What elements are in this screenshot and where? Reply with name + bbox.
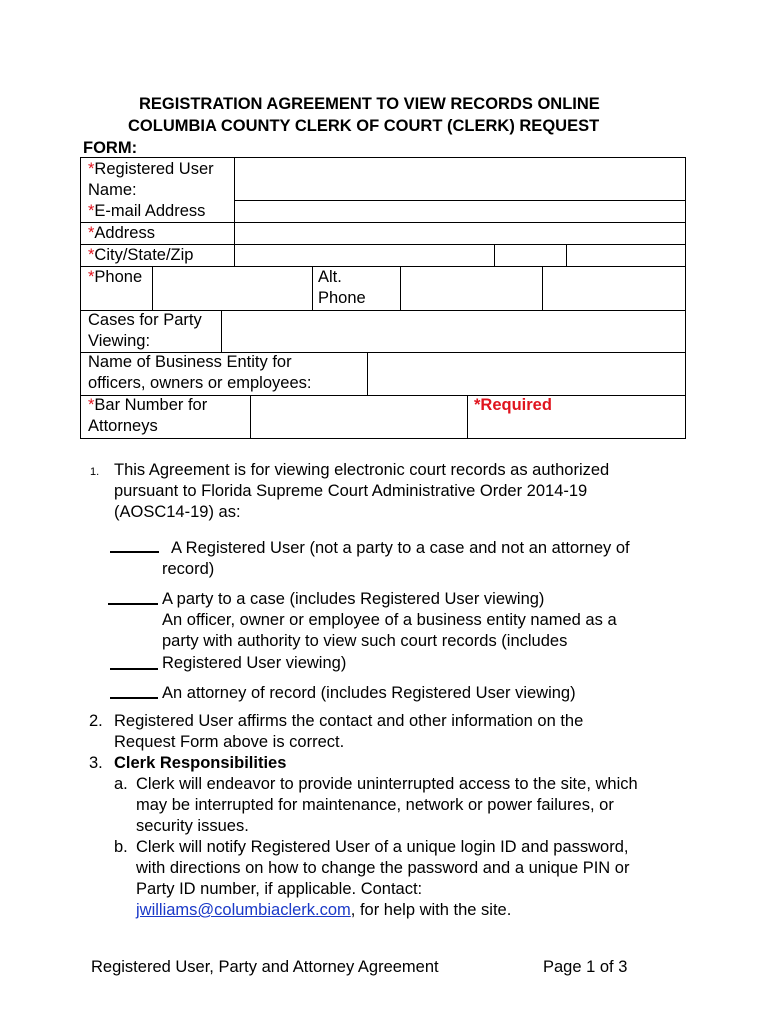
- bar-number-label-2: Attorneys: [88, 417, 158, 435]
- email-address-label: *E-mail Address: [88, 202, 206, 220]
- email-address-field[interactable]: [236, 202, 684, 221]
- option-officer-line-1: An officer, owner or employee of a business entity named as a: [162, 611, 617, 629]
- business-entity-label: Name of Business Entity for: [88, 353, 292, 371]
- title-line-3: FORM:: [83, 139, 138, 157]
- item-3b-line-1: Clerk will notify Registered User of a unique login ID and password,: [136, 838, 629, 856]
- item-3b-line-3: Party ID number, if applicable. Contact:: [136, 880, 423, 898]
- item-1-line-3: (AOSC14-19) as:: [114, 503, 241, 521]
- alt-phone-field[interactable]: [402, 268, 541, 309]
- address-label: *Address: [88, 224, 155, 242]
- item-3-title: Clerk Responsibilities: [114, 754, 287, 772]
- option-officer-line-2: party with authority to view such court records (includes: [162, 632, 568, 650]
- item-3a-line-3: security issues.: [136, 817, 249, 835]
- option-attorney-blank[interactable]: [110, 697, 158, 699]
- registered-user-label: *Registered User: [88, 160, 214, 178]
- footer-page-number: Page 1 of 3: [543, 958, 628, 976]
- cases-label-2: Viewing:: [88, 332, 151, 350]
- item-3a-line-1: Clerk will endeavor to provide uninterrupted access to the site, which: [136, 775, 638, 793]
- state-field[interactable]: [496, 246, 565, 265]
- item-2-number: 2.: [89, 712, 103, 730]
- cases-for-party-viewing-field[interactable]: [223, 312, 684, 351]
- item-1-line-1: This Agreement is for viewing electronic court records as authorized: [114, 461, 610, 479]
- footer-title: Registered User, Party and Attorney Agreement: [91, 958, 439, 976]
- phone-field[interactable]: [154, 268, 311, 309]
- item-1-line-2: pursuant to Florida Supreme Court Administrative Order 2014-19: [114, 482, 588, 500]
- item-3a-line-2: may be interrupted for maintenance, network or power failures, or: [136, 796, 614, 814]
- item-2-line-2: Request Form above is correct.: [114, 733, 345, 751]
- item-3-number: 3.: [89, 754, 103, 772]
- address-field[interactable]: [236, 224, 684, 243]
- alt-phone-label: Alt.: [318, 268, 342, 286]
- item-3a-label: a.: [114, 775, 128, 793]
- required-note: *Required: [474, 396, 552, 414]
- registered-user-name-field[interactable]: [236, 159, 684, 199]
- bar-number-field[interactable]: [252, 397, 466, 438]
- item-1-number: 1.: [90, 466, 100, 478]
- bar-number-label: *Bar Number for: [88, 396, 208, 414]
- business-entity-label-2: officers, owners or employees:: [88, 374, 312, 392]
- option-officer-line-3: Registered User viewing): [162, 654, 347, 672]
- option-registered-user-line-2: record): [162, 560, 215, 578]
- business-entity-name-field[interactable]: [369, 354, 684, 394]
- option-registered-user-blank[interactable]: [110, 551, 159, 553]
- item-2-line-1: Registered User affirms the contact and other information on the: [114, 712, 584, 730]
- item-3b-line-4: jwilliams@columbiaclerk.com, for help with the site.: [136, 901, 512, 919]
- item-3b-label: b.: [114, 838, 128, 856]
- alt-phone-label-2: Phone: [318, 289, 366, 307]
- item-3b-line-2: with directions on how to change the password and a unique PIN or: [136, 859, 630, 877]
- option-attorney-line: An attorney of record (includes Registered User viewing): [162, 684, 576, 702]
- option-party-blank[interactable]: [108, 603, 158, 605]
- option-registered-user-line-1: A Registered User (not a party to a case and not an attorney of: [171, 539, 630, 557]
- title-line-1: REGISTRATION AGREEMENT TO VIEW RECORDS ONLINE: [139, 95, 600, 113]
- zip-field[interactable]: [568, 246, 684, 265]
- city-field[interactable]: [236, 246, 493, 265]
- option-officer-blank[interactable]: [110, 668, 158, 670]
- option-party-line: A party to a case (includes Registered User viewing): [162, 590, 545, 608]
- cases-label: Cases for Party: [88, 311, 202, 329]
- phone-label: *Phone: [88, 268, 143, 286]
- registered-user-label-2: Name:: [88, 181, 137, 199]
- contact-email-link[interactable]: jwilliams@columbiaclerk.com: [136, 901, 351, 919]
- title-line-2: COLUMBIA COUNTY CLERK OF COURT (CLERK) REQUEST: [128, 117, 600, 135]
- city-state-zip-label: *City/State/Zip: [88, 246, 194, 264]
